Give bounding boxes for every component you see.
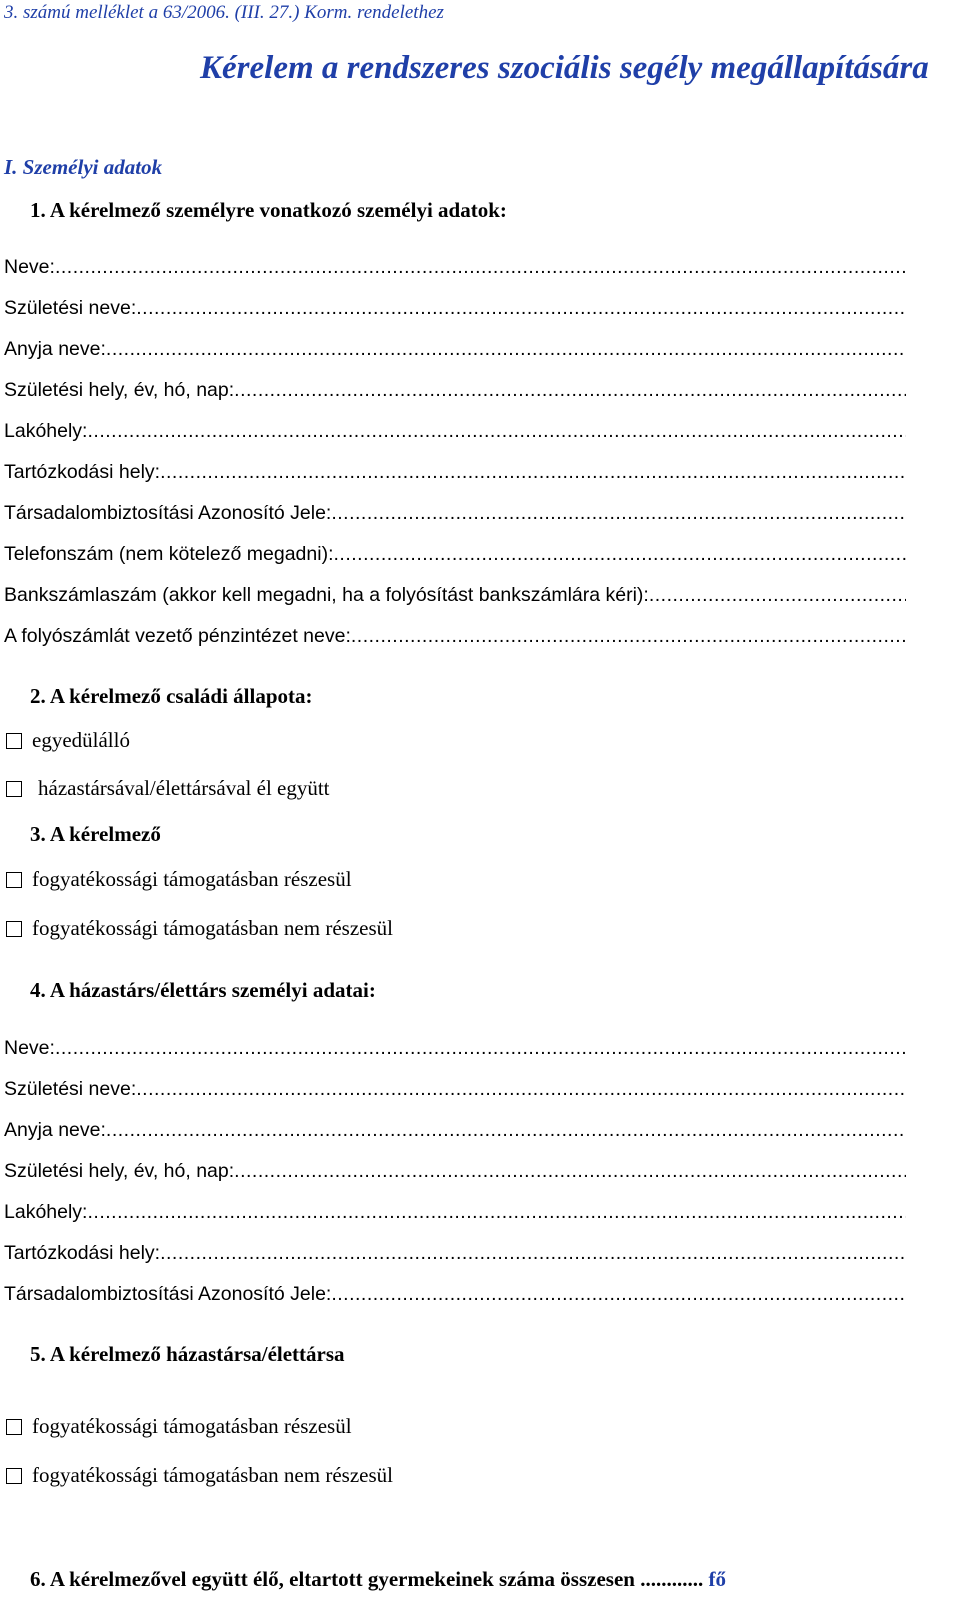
field-label: Neve: xyxy=(4,1037,55,1059)
option-label: fogyatékossági támogatásban részesül xyxy=(32,1414,352,1438)
field-bank-account[interactable] xyxy=(4,584,906,607)
field-label: Lakóhely: xyxy=(4,420,88,442)
field-name[interactable] xyxy=(4,256,906,279)
option-spouse-receives-support[interactable] xyxy=(6,1414,352,1439)
option-label: egyedülálló xyxy=(32,728,130,752)
checkbox-empty-icon[interactable] xyxy=(6,733,22,749)
fill-line xyxy=(331,502,906,525)
option-single[interactable] xyxy=(6,728,130,753)
checkbox-empty-icon[interactable] xyxy=(6,781,22,797)
field-birth-place-date[interactable] xyxy=(4,379,906,402)
field-stay-address[interactable] xyxy=(4,461,906,484)
fill-line xyxy=(136,1078,906,1101)
field-label: Tartózkodási hely: xyxy=(4,1242,161,1264)
field-phone[interactable] xyxy=(4,543,906,566)
fill-line xyxy=(55,256,906,279)
fill-line xyxy=(331,1283,906,1306)
option-spouse-no-support[interactable] xyxy=(6,1463,393,1488)
field-label: Társadalombiztosítási Azonosító Jele: xyxy=(4,1283,332,1305)
field-label: Lakóhely: xyxy=(4,1201,88,1223)
field-label: Neve: xyxy=(4,256,55,278)
children-count-label: 6. A kérelmezővel együtt élő, eltartott gyermekeinek száma összesen ............ xyxy=(30,1567,704,1591)
field-label: Tartózkodási hely: xyxy=(4,461,161,483)
option-label: fogyatékossági támogatásban részesül xyxy=(32,867,352,891)
option-label: házastársával/élettársával él együtt xyxy=(38,776,330,800)
option-label: fogyatékossági támogatásban nem részesül xyxy=(32,916,393,940)
field-social-security-id[interactable] xyxy=(4,502,906,525)
checkbox-empty-icon[interactable] xyxy=(6,872,22,888)
form-title: Kérelem a rendszeres szociális segély megállapítására xyxy=(200,50,929,86)
field-label: Bankszámlaszám (akkor kell megadni, ha a folyósítást bankszámlára kéri): xyxy=(4,584,649,606)
fill-line xyxy=(334,543,907,566)
children-count-unit: fő xyxy=(703,1567,726,1591)
field-label: Születési hely, év, hó, nap: xyxy=(4,1160,235,1182)
option-with-spouse[interactable] xyxy=(6,776,330,801)
fill-line xyxy=(649,584,906,607)
fill-line xyxy=(234,379,906,402)
field-label: A folyószámlát vezető pénzintézet neve: xyxy=(4,625,351,647)
option-applicant-receives-support[interactable] xyxy=(6,867,352,892)
fill-line xyxy=(87,1201,906,1224)
spouse-field-birth-place-date[interactable] xyxy=(4,1160,906,1183)
fill-line xyxy=(55,1037,906,1060)
fill-line xyxy=(351,625,906,648)
checkbox-empty-icon[interactable] xyxy=(6,1468,22,1484)
field-label: Születési neve: xyxy=(4,297,137,319)
heading-spouse-data: 4. A házastárs/élettárs személyi adatai: xyxy=(30,978,376,1002)
field-label: Társadalombiztosítási Azonosító Jele: xyxy=(4,502,332,524)
field-residence[interactable] xyxy=(4,420,906,443)
option-applicant-no-support[interactable] xyxy=(6,916,393,941)
heading-family-status: 2. A kérelmező családi állapota: xyxy=(30,684,313,708)
spouse-field-name[interactable] xyxy=(4,1037,906,1060)
checkbox-empty-icon[interactable] xyxy=(6,921,22,937)
field-label: Születési hely, év, hó, nap: xyxy=(4,379,235,401)
heading-spouse-support: 5. A kérelmező házastársa/élettársa xyxy=(30,1342,345,1366)
fill-line xyxy=(106,1119,906,1142)
field-birth-name[interactable] xyxy=(4,297,906,320)
checkbox-empty-icon[interactable] xyxy=(6,1419,22,1435)
spouse-field-birth-name[interactable] xyxy=(4,1078,906,1101)
annex-reference: 3. számú melléklet a 63/2006. (III. 27.) Korm. rendelethez xyxy=(4,2,444,23)
field-mother-name[interactable] xyxy=(4,338,906,361)
fill-line xyxy=(106,338,906,361)
field-bank-name[interactable] xyxy=(4,625,906,648)
field-label: Anyja neve: xyxy=(4,338,106,360)
spouse-field-mother-name[interactable] xyxy=(4,1119,906,1142)
fill-line xyxy=(136,297,906,320)
heading-applicant-data: 1. A kérelmező személyre vonatkozó személyi adatok: xyxy=(30,198,507,222)
fill-line xyxy=(160,1242,906,1265)
fill-line xyxy=(87,420,906,443)
spouse-field-social-security-id[interactable] xyxy=(4,1283,906,1306)
spouse-field-stay-address[interactable] xyxy=(4,1242,906,1265)
heading-applicant-support: 3. A kérelmező xyxy=(30,822,161,846)
fill-line xyxy=(160,461,906,484)
spouse-field-residence[interactable] xyxy=(4,1201,906,1224)
field-label: Születési neve: xyxy=(4,1078,137,1100)
option-label: fogyatékossági támogatásban nem részesül xyxy=(32,1463,393,1487)
fill-line xyxy=(234,1160,906,1183)
children-count-line[interactable] xyxy=(30,1567,726,1592)
field-label: Anyja neve: xyxy=(4,1119,106,1141)
field-label: Telefonszám (nem kötelező megadni): xyxy=(4,543,334,565)
section-heading-personal-data: I. Személyi adatok xyxy=(4,155,163,179)
